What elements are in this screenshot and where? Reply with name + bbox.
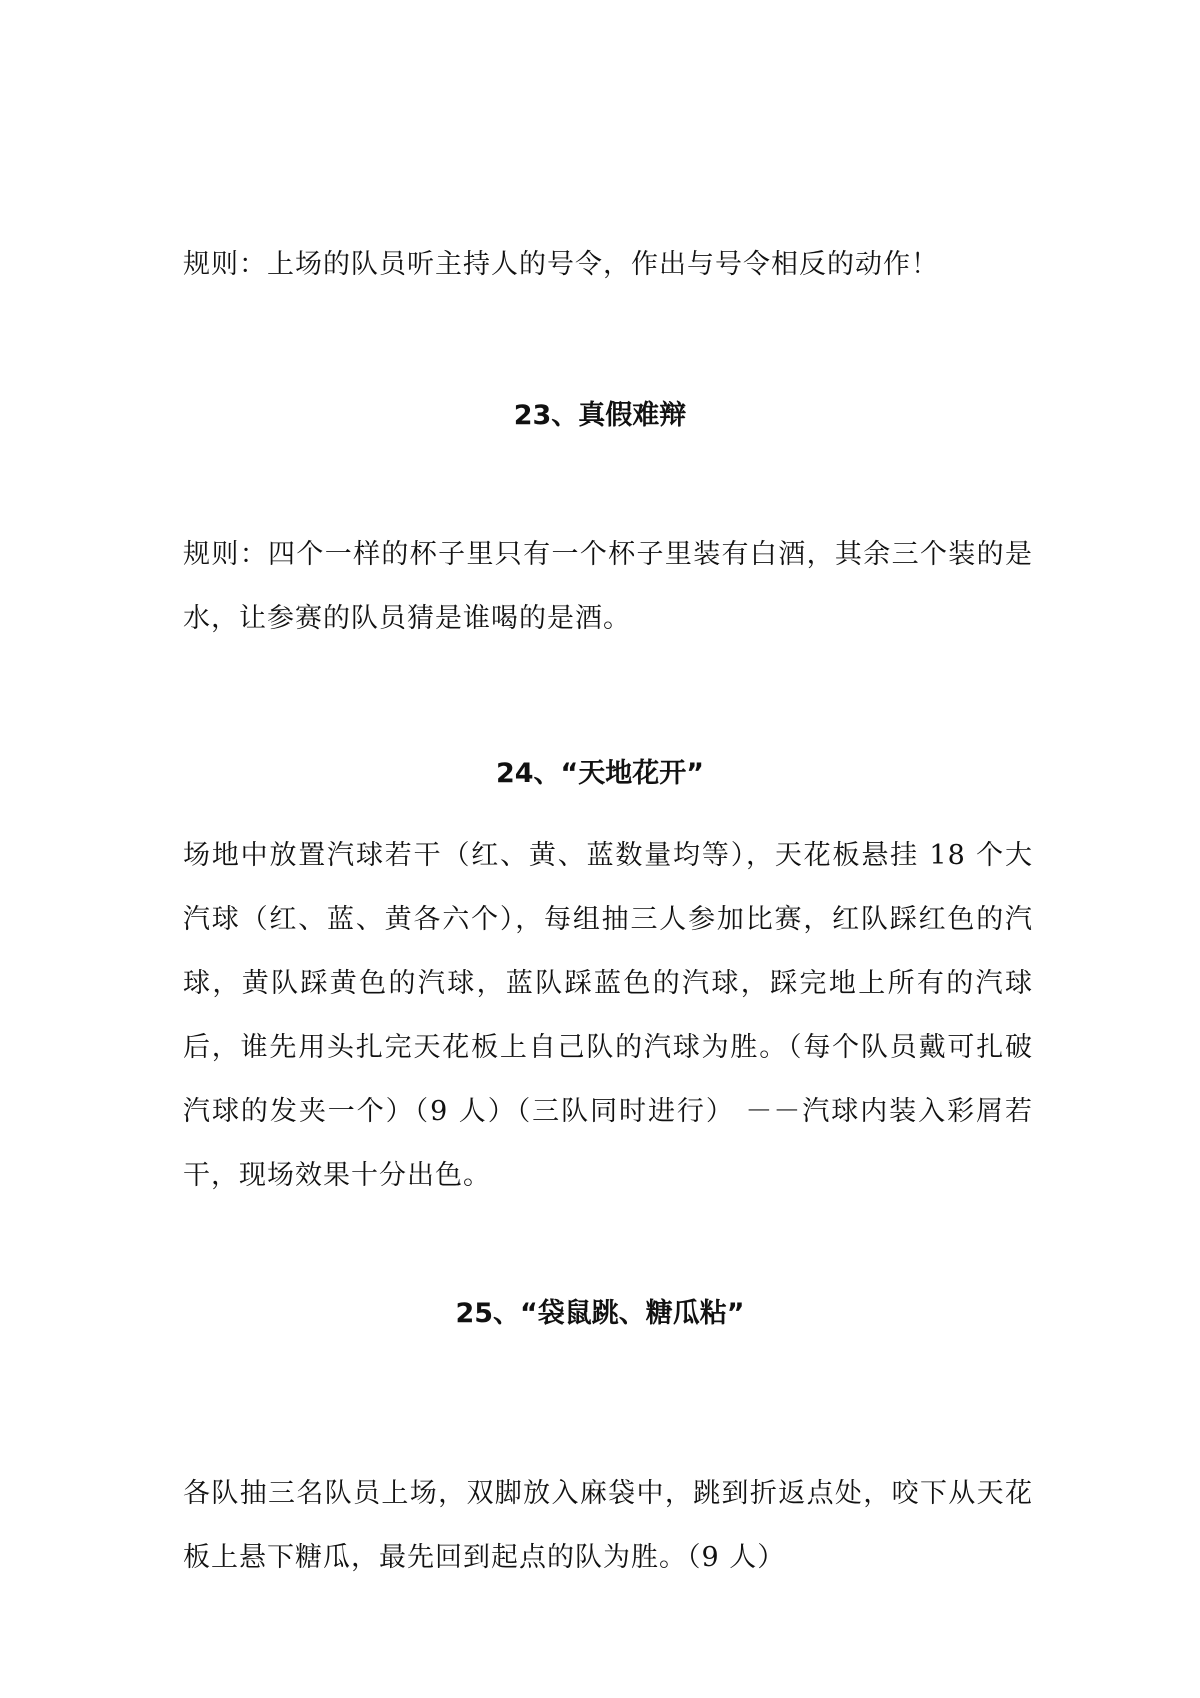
section-24-heading: 24、“天地花开”	[495, 758, 705, 789]
section-25-body: 各队抽三名队员上场，双脚放入麻袋中，跳到折返点处，咬下从天花板上悬下糖瓜，最先回到起点的队为胜。（9 人）	[183, 1478, 1033, 1573]
section-25-heading: 25、“袋鼠跳、糖瓜粘”	[455, 1298, 745, 1329]
section-24-block	[183, 824, 1033, 1208]
section-23-rule: 规则：四个一样的杯子里只有一个杯子里装有白酒，其余三个装的是水，让参赛的队员猜是谁喝的是酒。	[183, 539, 1033, 634]
rule-22-text: 规则：上场的队员听主持人的号令，作出与号令相反的动作！	[183, 249, 939, 280]
section-24-body: 场地中放置汽球若干（红、黄、蓝数量均等），天花板悬挂 18 个大汽球（红、蓝、黄各六个），每组抽三人参加比赛，红队踩红色的汽球，黄队踩黄色的汽球，蓝队踩蓝色的汽球，踩完地上所有的汽球后，谁先用头扎完天花板上自己队的汽球为胜。（每个队员戴可扎破汽球的发夹一个）（9 人）（三队同时进行） －－汽球内装入彩屑若干，现场效果十分出色。	[183, 840, 1033, 1191]
section-25-block	[183, 1462, 1033, 1590]
rule-22-block	[183, 233, 1033, 297]
section-23-block	[183, 523, 1033, 651]
section-23-heading: 23、真假难辩	[513, 400, 687, 431]
